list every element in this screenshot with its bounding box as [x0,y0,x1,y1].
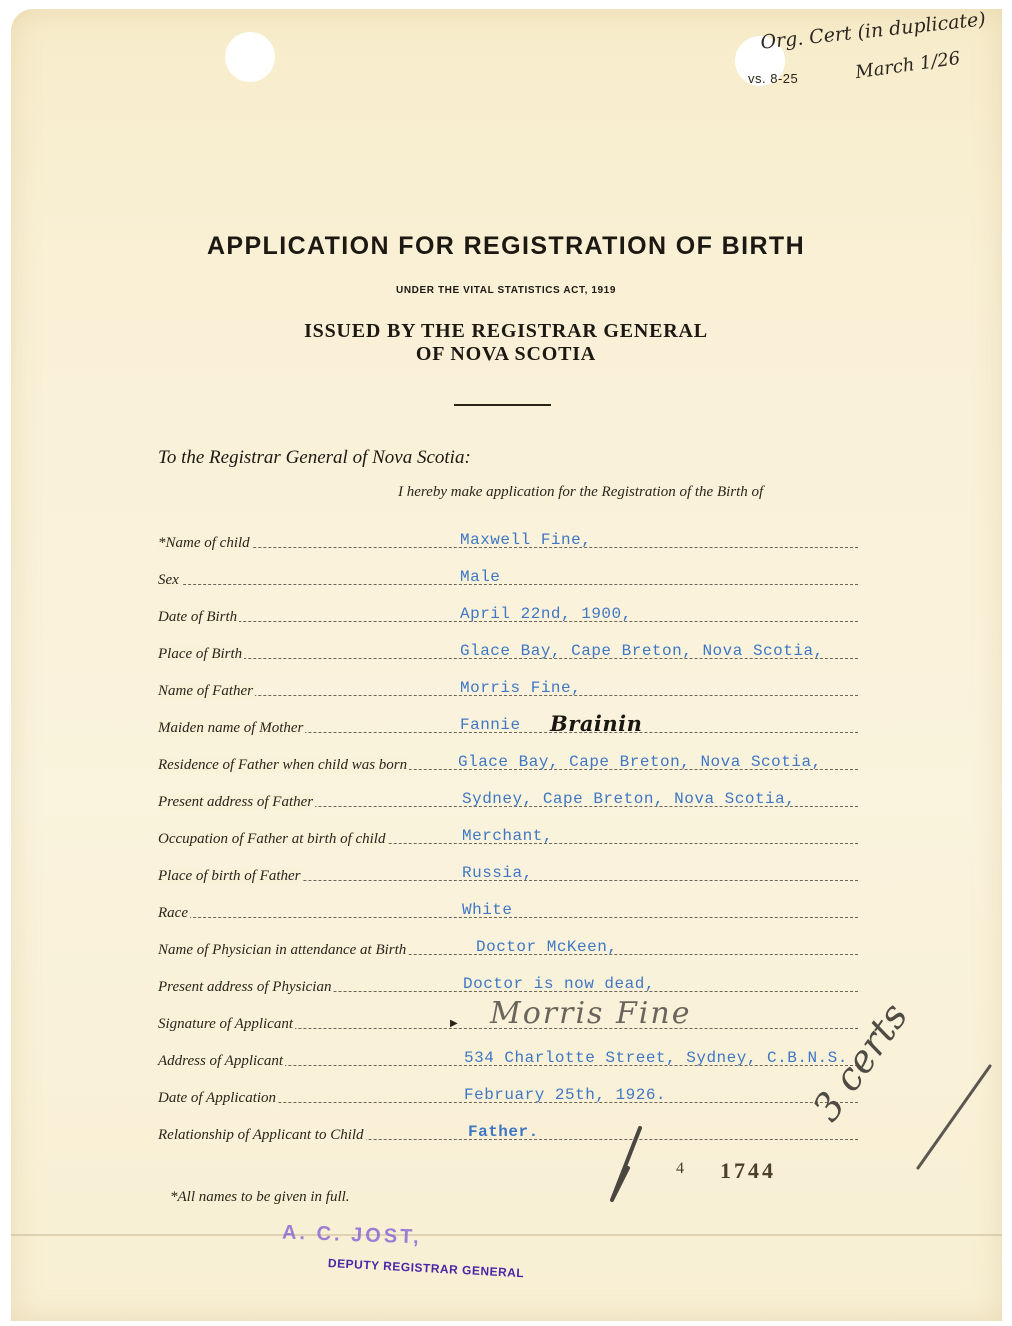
field-label: Present address of Father [158,794,314,810]
field-label: Sex [158,572,179,588]
field-value: Maxwell Fine, [460,531,592,549]
field-label: Race [158,905,188,921]
field-value: Doctor McKeen, [476,938,618,956]
field-value: February 25th, 1926. [464,1086,667,1104]
field-value: Glace Bay, Cape Breton, Nova Scotia, [458,753,822,771]
issuer-line-1: ISSUED BY THE REGISTRAR GENERAL [304,320,708,342]
field-label: Place of birth of Father [158,868,301,884]
footnote: *All names to be given in full. [170,1189,350,1205]
field-value: White [462,901,513,919]
pencil-check-mark-left [612,1128,640,1200]
handwritten-surname: Brainin [550,711,643,736]
field-label: *Name of child [158,535,250,551]
applicant-signature: Morris Fine [490,996,692,1031]
field-label: Signature of Applicant [158,1016,293,1032]
handwritten-note-certificate: Org. Cert (in duplicate) [759,8,987,54]
document-subtitle: UNDER THE VITAL STATISTICS ACT, 1919 [396,285,616,296]
field-value: Father. [468,1123,539,1141]
field-label: Date of Application [158,1090,277,1106]
field-label: Address of Applicant [158,1053,283,1069]
serial-prefix: 4 [676,1160,684,1177]
field-label: Relationship of Applicant to Child [158,1127,364,1143]
field-label: Occupation of Father at birth of child [158,831,386,847]
field-value: 534 Charlotte Street, Sydney, C.B.N.S. [464,1049,848,1067]
field-label: Residence of Father when child was born [158,757,408,773]
field-value: Merchant, [462,827,553,845]
pencil-check-mark-right [918,1066,990,1168]
document-title: APPLICATION FOR REGISTRATION OF BIRTH [206,232,806,260]
preamble: I hereby make application for the Registration of the Birth of [398,484,764,500]
field-value: Sydney, Cape Breton, Nova Scotia, [462,790,796,808]
field-value: Glace Bay, Cape Breton, Nova Scotia, [460,642,824,660]
field-value: Russia, [462,864,533,882]
field-value: Morris Fine, [460,679,582,697]
salutation: To the Registrar General of Nova Scotia: [158,447,471,468]
field-label: Date of Birth [158,609,238,625]
field-value: Male [460,568,501,586]
field-label: Maiden name of Mother [158,720,304,736]
form-number: vs. 8-25 [748,71,799,86]
handwritten-note-date: March 1/26 [854,47,962,84]
stamp-registrar-name: A. C. JOST, [281,1221,423,1249]
serial-number: 1744 [720,1158,776,1183]
stamp-registrar-title: DEPUTY REGISTRAR GENERAL [327,1256,525,1281]
field-value: Fannie [460,716,521,734]
field-label: Place of Birth [158,646,243,662]
field-label: Name of Physician in attendance at Birth [158,942,407,958]
signature-arrow-icon: ▶ [450,1018,458,1029]
field-value: Doctor is now dead, [463,975,655,993]
field-value: April 22nd, 1900, [460,605,632,623]
pencil-note-certs: 3 certs [803,994,917,1129]
field-label: Name of Father [158,683,253,699]
issuer-line-2: OF NOVA SCOTIA [415,343,597,365]
field-label: Present address of Physician [158,979,332,995]
